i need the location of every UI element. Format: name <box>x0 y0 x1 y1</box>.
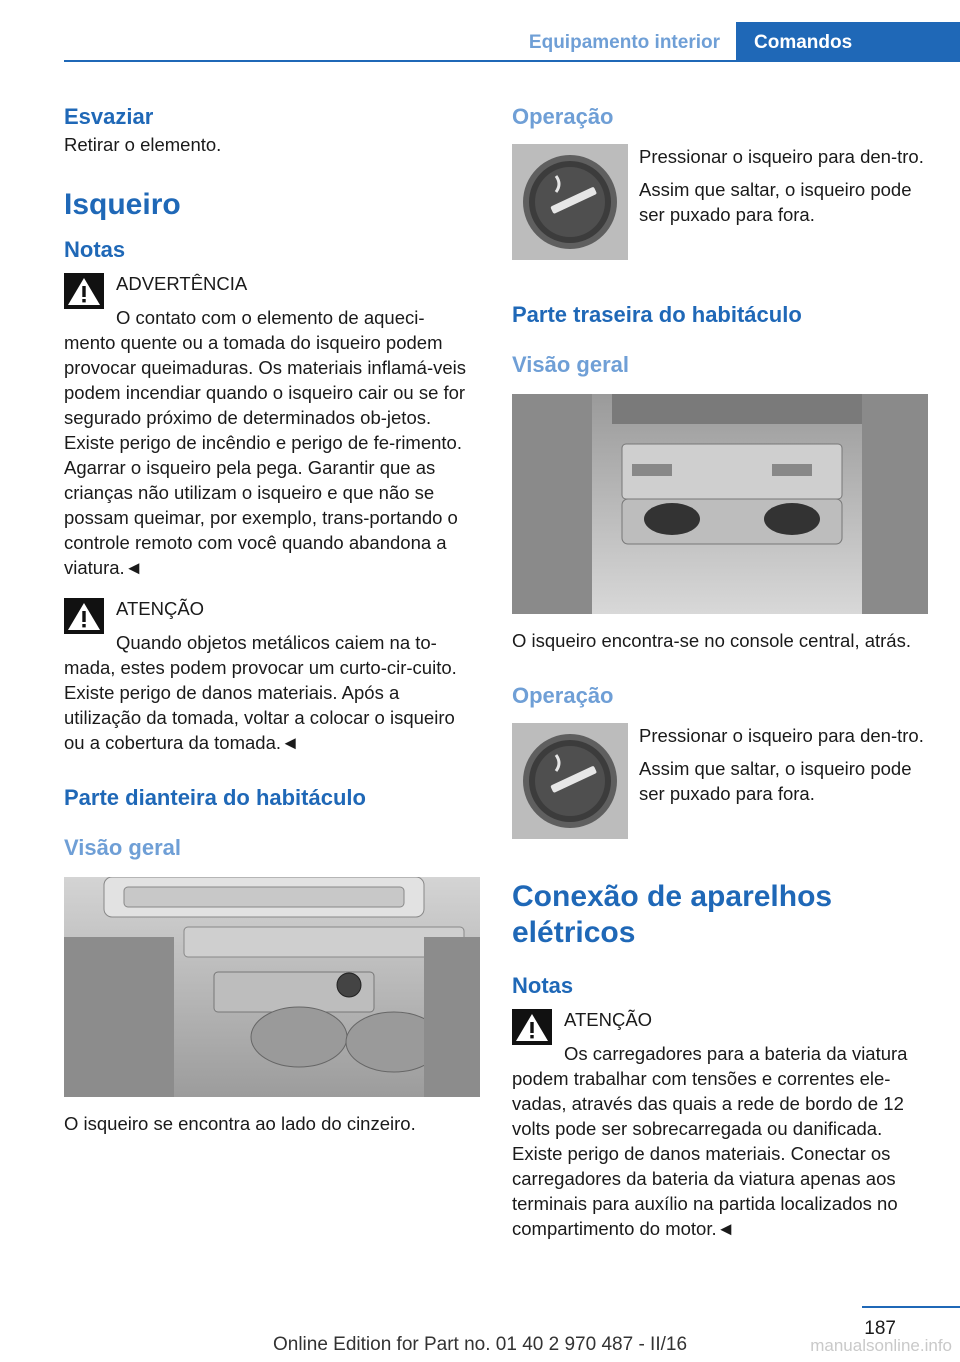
cigarette-lighter-icon <box>512 723 628 839</box>
operation-text-1 <box>639 144 929 227</box>
caution-text: mada, estes podem provocar um curto-cir-cuito. Existe perigo de danos materiais. Após a utilização da tomada, voltar a colocar o isqueiro ou a cobertura da tomada.◄ <box>64 657 457 753</box>
operation-block-2 <box>512 723 928 843</box>
rear-caption: O isqueiro encontra-se no console central, atrás. <box>512 630 911 651</box>
front-overview-heading: Visão geral <box>64 835 181 860</box>
caution-triangle-icon <box>512 1009 552 1045</box>
warning-block <box>64 271 480 580</box>
operation-result-1: Assim que saltar, o isqueiro pode ser puxado para fora. <box>639 179 912 225</box>
page-number: 187 <box>864 1318 896 1339</box>
operation-block-1 <box>512 144 928 264</box>
header-section-title: Equipamento interior <box>528 32 720 53</box>
page-footer <box>0 1310 960 1362</box>
rear-overview-heading: Visão geral <box>512 352 629 377</box>
empty-heading: Esvaziar <box>64 104 154 129</box>
rear-console-photo <box>512 394 928 614</box>
empty-text: Retirar o elemento. <box>64 134 222 155</box>
caution-label: ATENÇÃO <box>116 598 205 619</box>
operation-instruction-1: Pressionar o isqueiro para den-tro. <box>639 146 924 167</box>
edition-note: Online Edition for Part no. 01 40 2 970 487 - II/16 <box>272 1334 688 1355</box>
operation-instruction-2: Pressionar o isqueiro para den-tro. <box>639 725 924 746</box>
caution-triangle-icon <box>64 598 104 634</box>
rear-cabin-heading: Parte traseira do habitáculo <box>512 302 802 327</box>
connect-devices-heading: Conexão de aparelhos elétricos <box>512 880 833 949</box>
watermark: manualsonline.info <box>810 1336 952 1355</box>
warning-text-first: O contato com o elemento de aqueci- <box>116 307 425 328</box>
notes-heading-2: Notas <box>512 973 574 998</box>
operation-heading-2: Operação <box>512 683 614 708</box>
operation-result-2: Assim que saltar, o isqueiro pode ser puxado para fora. <box>639 758 912 804</box>
caution-label-2: ATENÇÃO <box>564 1009 653 1030</box>
header-chapter-tab[interactable]: Comandos <box>736 22 960 62</box>
front-caption: O isqueiro se encontra ao lado do cinzeiro. <box>64 1113 416 1134</box>
lighter-heading: Isqueiro <box>64 188 181 221</box>
front-console-photo <box>64 877 480 1097</box>
caution-text-first: Quando objetos metálicos caiem na to- <box>116 632 437 653</box>
left-column <box>64 100 480 1136</box>
warning-text: mento quente ou a tomada do isqueiro podem provocar queimaduras. Os materiais inflamá-veis podem incendiar quando o isqueiro cair ou se for segurado próximo de determinados ob-jetos. Existe perigo de incêndio e perigo de fe-rimento. Agarrar o isqueiro pela pega. Garantir que as crianças não utilizam o isqueiro e que não se possam queimar, por exemplo, trans-portando o controle remoto com você quando abandona a viatura.◄ <box>64 332 467 578</box>
warning-triangle-icon <box>64 273 104 309</box>
warning-label: ADVERTÊNCIA <box>116 273 248 294</box>
front-cabin-heading: Parte dianteira do habitáculo <box>64 785 366 810</box>
caution-block <box>64 596 480 755</box>
page-number-rule <box>862 1306 960 1308</box>
operation-heading-1: Operação <box>512 104 614 129</box>
caution-text-2: podem trabalhar com tensões e correntes ele-vadas, através das quais a rede de bordo de 12 volts pode ser sobrecarregada ou danificada. Existe perigo de danos materiais. Conectar os carregadores da bateria da viatura apenas aos terminais para auxílio na partida localizados no compartimento do motor.◄ <box>512 1068 904 1239</box>
right-column <box>512 100 928 1241</box>
header-rule <box>64 60 960 62</box>
caution-block-2 <box>512 1007 928 1241</box>
caution-text-first-2: Os carregadores para a bateria da viatura <box>564 1043 908 1064</box>
operation-text-2 <box>639 723 929 806</box>
cigarette-lighter-icon <box>512 144 628 260</box>
notes-heading: Notas <box>64 237 126 262</box>
